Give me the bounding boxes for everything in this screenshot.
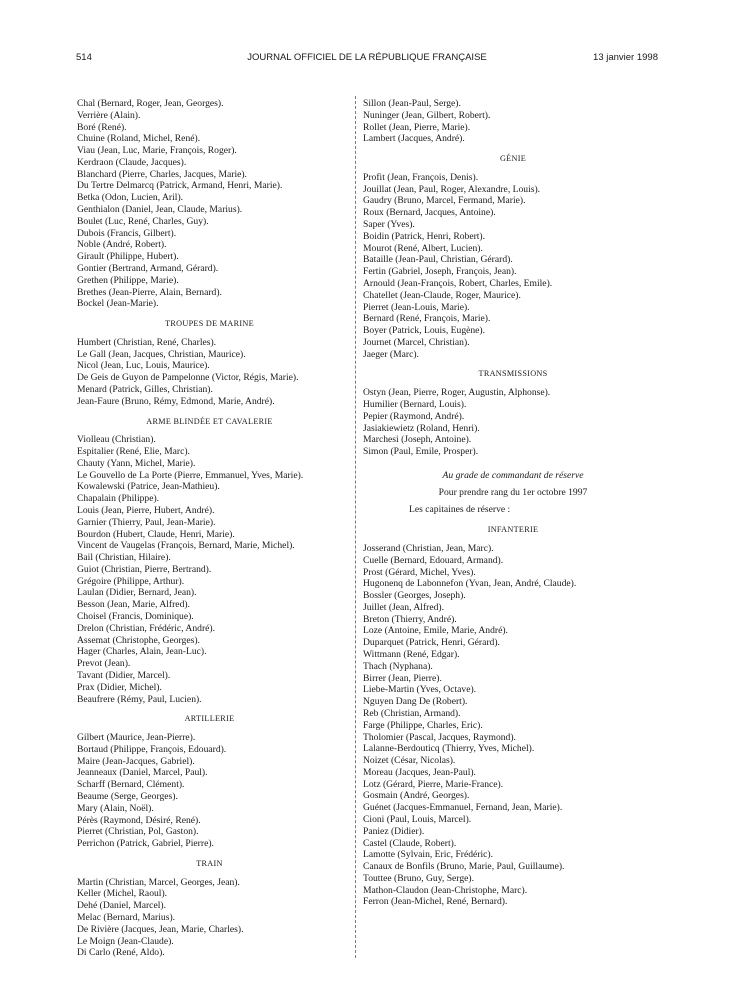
name-entry: Genthialon (Daniel, Jean, Claude, Marius). bbox=[77, 204, 243, 216]
name-entry: Girault (Philippe, Hubert). bbox=[77, 251, 179, 263]
name-entry: Josserand (Christian, Jean, Marc). bbox=[363, 543, 494, 554]
name-entry: Scharff (Bernard, Clément). bbox=[77, 779, 185, 791]
section-heading-transmissions: TRANSMISSIONS bbox=[478, 369, 548, 379]
name-entry: Menard (Patrick, Gilles, Christian). bbox=[77, 383, 213, 395]
name-entry: Lalanne-Berdouticq (Thierry, Yves, Michel). bbox=[363, 743, 535, 755]
name-entry: Humbert (Christian, René, Charles). bbox=[77, 336, 217, 348]
name-entry: Arnould (Jean-François, Robert, Charles, Emile). bbox=[363, 277, 553, 289]
section-heading-genie: GÉNIE bbox=[499, 154, 527, 164]
name-entry: Liebe-Martin (Yves, Octave). bbox=[363, 684, 477, 696]
infanterie-list bbox=[363, 543, 663, 908]
name-entry: Dehé (Daniel, Marcel). bbox=[77, 900, 166, 912]
name-entry: Noizet (César, Nicolas). bbox=[363, 755, 456, 767]
name-entry: Martin (Christian, Marcel, Georges, Jean). bbox=[77, 876, 240, 888]
section-heading-arme-blindee: ARME BLINDÉE ET CAVALERIE bbox=[146, 416, 273, 426]
name-entry: Drelon (Christian, Frédéric, André). bbox=[77, 622, 216, 634]
name-entry: Betka (Odon, Lucien, Aril). bbox=[77, 192, 184, 204]
name-entry: Boidin (Patrick, Henri, Robert). bbox=[363, 230, 486, 242]
name-entry: Verrière (Alain). bbox=[77, 109, 141, 121]
page-number: 514 bbox=[76, 52, 92, 63]
troupes-de-marine-list bbox=[77, 337, 342, 408]
name-entry: Roux (Bernard, Jacques, Antoine). bbox=[363, 207, 496, 219]
name-entry: Le Moign (Jean-Claude). bbox=[77, 935, 174, 947]
arme-blindee-list bbox=[77, 434, 342, 705]
name-entry: Reb (Christian, Armand). bbox=[363, 707, 461, 719]
name-entry: Marchesi (Joseph, Antoine). bbox=[363, 434, 472, 446]
name-entry: Bail (Christian, Hilaire). bbox=[77, 552, 171, 564]
name-entry: Nuninger (Jean, Gilbert, Robert). bbox=[363, 109, 491, 121]
name-entry: Pérès (Raymond, Désiré, René). bbox=[77, 814, 201, 826]
name-entry: Duparquet (Patrick, Henri, Gérard). bbox=[363, 637, 500, 649]
name-entry: Garnier (Thierry, Paul, Jean-Marie). bbox=[77, 516, 216, 528]
name-entry: Guénet (Jacques-Emmanuel, Fernand, Jean, Marie). bbox=[363, 802, 563, 814]
journal-title: JOURNAL OFFICIEL DE LA RÉPUBLIQUE FRANÇAISE bbox=[247, 52, 487, 63]
name-entry: Brethes (Jean-Pierre, Alain, Bernard). bbox=[77, 286, 222, 298]
name-entry: Gontier (Bertrand, Armand, Gérard). bbox=[77, 262, 219, 274]
name-entry: Sillon (Jean-Paul, Serge). bbox=[363, 98, 461, 109]
name-entry: Noble (André, Robert). bbox=[77, 239, 167, 251]
name-entry: Gosmain (André, Georges). bbox=[363, 790, 470, 802]
name-entry: Rollet (Jean, Pierre, Marie). bbox=[363, 121, 471, 133]
name-entry: Boyer (Patrick, Louis, Eugène). bbox=[363, 325, 486, 337]
name-entry: Gilbert (Maurice, Jean-Pierre). bbox=[77, 732, 196, 744]
left-column bbox=[77, 98, 342, 959]
name-entry: De Geis de Guyon de Pampelonne (Victor, Régis, Marie). bbox=[77, 372, 299, 384]
name-entry: Simon (Paul, Emile, Prosper). bbox=[363, 446, 479, 458]
name-entry: Boulet (Luc, René, Charles, Guy). bbox=[77, 215, 209, 227]
name-entry: Beaume (Serge, Georges). bbox=[77, 790, 178, 802]
section-heading-artillerie: ARTILLERIE bbox=[184, 714, 235, 724]
name-entry: Jasiakiewietz (Roland, Henri). bbox=[363, 422, 480, 434]
name-entry: Lotz (Gérard, Pierre, Marie-France). bbox=[363, 778, 504, 790]
name-entry: Blanchard (Pierre, Charles, Jacques, Marie). bbox=[77, 168, 247, 180]
issue-date: 13 janvier 1998 bbox=[593, 52, 658, 63]
name-entry: Tholomier (Pascal, Jacques, Raymond). bbox=[363, 731, 516, 743]
name-entry: Journet (Marcel, Christian). bbox=[363, 336, 470, 348]
name-entry: Dubois (Francis, Gilbert). bbox=[77, 227, 177, 239]
name-entry: Farge (Philippe, Charles, Eric). bbox=[363, 719, 483, 731]
name-entry: Profit (Jean, François, Denis). bbox=[363, 171, 479, 183]
name-entry: Jaeger (Marc). bbox=[363, 348, 419, 360]
name-entry: Birrer (Jean, Pierre). bbox=[363, 672, 442, 684]
name-entry: Mary (Alain, Noël). bbox=[77, 802, 154, 814]
name-entry: Assemat (Christophe, Georges). bbox=[77, 634, 200, 646]
name-entry: Breton (Thierry, André). bbox=[363, 613, 457, 625]
name-entry: Prevot (Jean). bbox=[77, 658, 131, 670]
name-entry: Hager (Charles, Alain, Jean-Luc). bbox=[77, 646, 207, 658]
name-entry: Jeanneaux (Daniel, Marcel, Paul). bbox=[77, 767, 208, 779]
name-entry: Bernard (René, François, Marie). bbox=[363, 313, 491, 325]
column-divider bbox=[355, 96, 356, 958]
name-entry: Thach (Nyphana). bbox=[363, 660, 433, 672]
name-entry: Violleau (Christian). bbox=[77, 434, 156, 446]
name-entry: Fertin (Gabriel, Joseph, François, Jean). bbox=[363, 266, 517, 278]
section-heading-infanterie: INFANTERIE bbox=[487, 525, 539, 535]
name-entry: De Rivière (Jacques, Jean, Marie, Charles). bbox=[77, 923, 244, 935]
name-entry: Pierret (Christian, Pol, Gaston). bbox=[77, 826, 199, 838]
name-entry: Beaufrere (Rémy, Paul, Lucien). bbox=[77, 693, 202, 705]
name-entry: Choisel (Francis, Dominique). bbox=[77, 611, 194, 623]
name-entry: Saper (Yves). bbox=[363, 219, 415, 231]
name-entry: Touttee (Bruno, Guy, Serge). bbox=[363, 872, 474, 884]
name-entry: Nguyen Dang De (Robert). bbox=[363, 696, 468, 708]
name-entry: Jouillat (Jean, Paul, Roger, Alexandre, Louis). bbox=[363, 183, 541, 195]
genie-list bbox=[363, 172, 663, 361]
name-entry: Bossler (Georges, Joseph). bbox=[363, 590, 466, 602]
name-entry: Di Carlo (René, Aldo). bbox=[77, 947, 165, 959]
name-entry: Perrichon (Patrick, Gabriel, Pierre). bbox=[77, 838, 214, 850]
name-entry: Humilier (Bernard, Louis). bbox=[363, 398, 467, 410]
intro-names-list bbox=[77, 98, 342, 310]
rank-date: Pour prendre rang du 1er octobre 1997 bbox=[438, 486, 588, 498]
name-entry: Boré (René). bbox=[77, 121, 127, 133]
name-entry: Canaux de Bonfils (Bruno, Marie, Paul, Guillaume). bbox=[363, 861, 565, 873]
captains-label: Les capitaines de réserve : bbox=[409, 504, 511, 516]
name-entry: Hugonenq de Labonnefon (Yvan, Jean, André, Claude). bbox=[363, 578, 577, 590]
name-entry: Pierret (Jean-Louis, Marie). bbox=[363, 301, 470, 313]
name-entry: Juillet (Jean, Alfred). bbox=[363, 601, 444, 613]
name-entry: Prax (Didier, Michel). bbox=[77, 681, 162, 693]
name-entry: Du Tertre Delmarcq (Patrick, Armand, Henri, Marie). bbox=[77, 180, 283, 192]
name-entry: Kowalewski (Patrice, Jean-Mathieu). bbox=[77, 481, 220, 493]
name-entry: Loze (Antoine, Emile, Marie, André). bbox=[363, 625, 508, 637]
page-header bbox=[76, 52, 658, 68]
name-entry: Bortaud (Philippe, François, Edouard). bbox=[77, 743, 227, 755]
intro-names-list-right bbox=[363, 98, 663, 145]
name-entry: Chapalain (Philippe). bbox=[77, 493, 160, 505]
train-list bbox=[77, 877, 342, 959]
name-entry: Lamotte (Sylvain, Eric, Frédéric). bbox=[363, 849, 494, 861]
name-entry: Besson (Jean, Marie, Alfred). bbox=[77, 599, 190, 611]
name-entry: Moreau (Jacques, Jean-Paul). bbox=[363, 766, 476, 778]
name-entry: Keller (Michel, Raoul). bbox=[77, 888, 168, 900]
name-entry: Melac (Bernard, Marius). bbox=[77, 912, 176, 923]
name-entry: Le Gouvello de La Porte (Pierre, Emmanuel, Yves, Marie). bbox=[77, 469, 304, 481]
name-entry: Kerdraon (Claude, Jacques). bbox=[77, 156, 187, 168]
grade-title: Au grade de commandant de réserve bbox=[442, 469, 584, 481]
right-column bbox=[363, 98, 663, 908]
name-entry: Tavant (Didier, Marcel). bbox=[77, 669, 171, 681]
name-entry: Bourdon (Hubert, Claude, Henri, Marie). bbox=[77, 528, 235, 540]
name-entry: Guiot (Christian, Pierre, Bertrand). bbox=[77, 563, 212, 575]
section-heading-train: TRAIN bbox=[196, 858, 223, 868]
name-entry: Vincent de Vaugelas (François, Bernard, Marie, Michel). bbox=[77, 540, 295, 552]
name-entry: Maire (Jean-Jacques, Gabriel). bbox=[77, 755, 195, 767]
name-entry: Bockel (Jean-Marie). bbox=[77, 298, 159, 310]
name-entry: Louis (Jean, Pierre, Hubert, André). bbox=[77, 505, 215, 516]
name-entry: Chauty (Yann, Michel, Marie). bbox=[77, 457, 196, 469]
name-entry: Chatellet (Jean-Claude, Roger, Maurice). bbox=[363, 289, 521, 301]
name-entry: Jean-Faure (Bruno, Rémy, Edmond, Marie, André). bbox=[77, 395, 275, 407]
name-entry: Mathon-Claudon (Jean-Christophe, Marc). bbox=[363, 884, 528, 896]
name-entry: Bataille (Jean-Paul, Christian, Gérard). bbox=[363, 254, 513, 266]
name-entry: Mourot (René, Albert, Lucien). bbox=[363, 242, 483, 254]
artillerie-list bbox=[77, 732, 342, 850]
name-entry: Castel (Claude, Robert). bbox=[363, 837, 457, 849]
name-entry: Cuelle (Bernard, Edouard, Armand). bbox=[363, 554, 504, 566]
name-entry: Wittmann (René, Edgar). bbox=[363, 649, 460, 661]
name-entry: Chal (Bernard, Roger, Jean, Georges). bbox=[77, 98, 224, 109]
section-heading-troupes-de-marine: TROUPES DE MARINE bbox=[165, 319, 254, 329]
name-entry: Chuine (Roland, Michel, René). bbox=[77, 133, 201, 145]
name-entry: Cioni (Paul, Louis, Marcel). bbox=[363, 813, 472, 825]
name-entry: Nicol (Jean, Luc, Louis, Maurice). bbox=[77, 360, 210, 372]
name-entry: Espitalier (René, Elie, Marc). bbox=[77, 446, 190, 458]
name-entry: Grégoire (Philippe, Arthur). bbox=[77, 575, 185, 587]
name-entry: Pepier (Raymond, André). bbox=[363, 410, 465, 422]
transmissions-list bbox=[363, 387, 663, 458]
name-entry: Gaudry (Bruno, Marcel, Fermand, Marie). bbox=[363, 195, 526, 207]
name-entry: Le Gall (Jean, Jacques, Christian, Maurice). bbox=[77, 348, 246, 360]
name-entry: Ostyn (Jean, Pierre, Roger, Augustin, Alphonse). bbox=[363, 387, 551, 399]
name-entry: Prost (Gérard, Michel, Yves). bbox=[363, 566, 476, 578]
name-entry: Ferron (Jean-Michel, René, Bernard). bbox=[363, 896, 508, 908]
name-entry: Viau (Jean, Luc, Marie, François, Roger). bbox=[77, 145, 237, 157]
name-entry: Laulan (Didier, Bernard, Jean). bbox=[77, 587, 197, 599]
name-entry: Lambert (Jacques, André). bbox=[363, 133, 465, 145]
name-entry: Paniez (Didier). bbox=[363, 825, 425, 837]
name-entry: Grethen (Philippe, Marie). bbox=[77, 274, 179, 286]
